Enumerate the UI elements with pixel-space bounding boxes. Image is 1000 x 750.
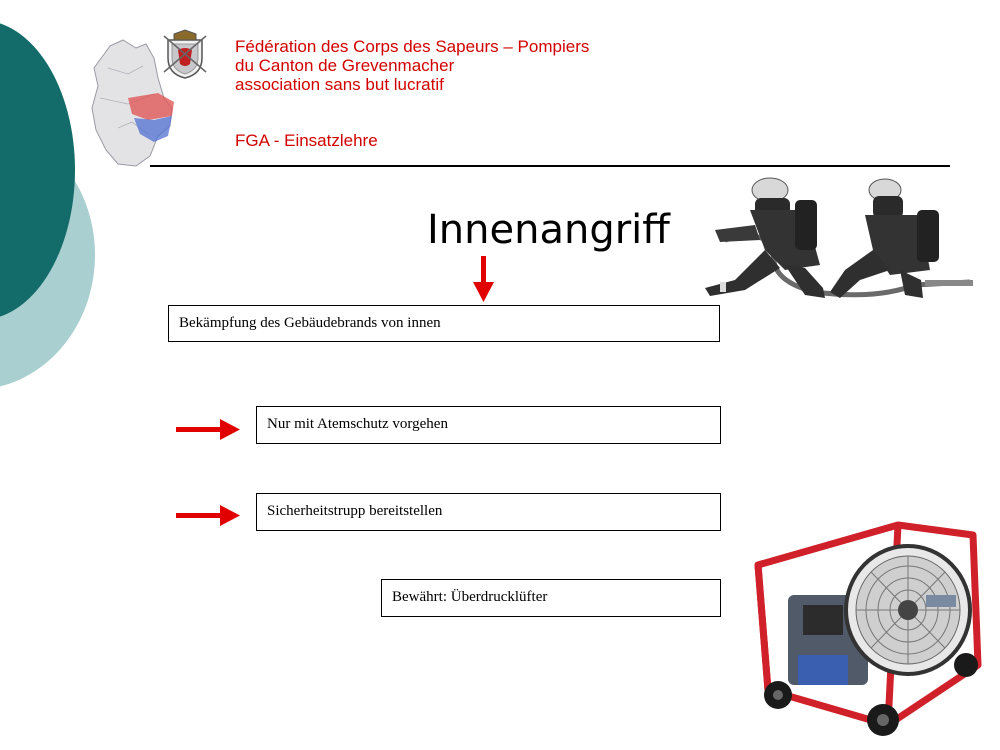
federation-crest: [160, 28, 210, 80]
red-arrow-down-icon: [473, 256, 495, 304]
slide-title: Innenangriff: [427, 207, 670, 253]
org-line-3: association sans but lucratif: [235, 75, 444, 94]
item-text: Bewährt: Überdrucklüfter: [392, 589, 548, 605]
item-box: [256, 406, 721, 444]
header-org-text: [235, 37, 589, 94]
firefighters-image: [695, 170, 985, 305]
org-line-1: Fédération des Corps des Sapeurs – Pompiers: [235, 37, 590, 56]
item-box: [168, 305, 720, 342]
red-arrow-right-icon: [176, 505, 242, 527]
item-box: [381, 579, 721, 617]
course-name: FGA - Einsatzlehre: [235, 131, 378, 150]
org-line-2: du Canton de Grevenmacher: [235, 56, 455, 75]
header-divider: [150, 165, 950, 167]
pressure-fan-image: [748, 505, 988, 740]
item-text: Nur mit Atemschutz vorgehen: [267, 416, 448, 432]
item-text: Bekämpfung des Gebäudebrands von innen: [179, 315, 441, 331]
item-box: [256, 493, 721, 531]
red-arrow-right-icon: [176, 419, 242, 441]
item-text: Sicherheitstrupp bereitstellen: [267, 503, 443, 519]
